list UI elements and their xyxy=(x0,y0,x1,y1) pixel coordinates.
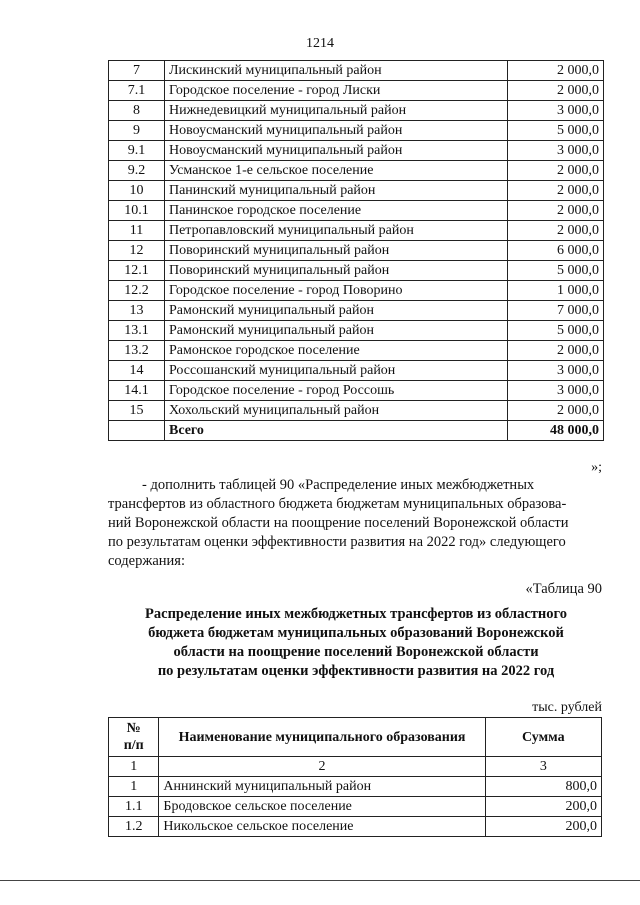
heading-line: бюджета бюджетам муниципальных образований Воронежской xyxy=(148,625,564,641)
paragraph-line: ний Воронежской области на поощрение поселений Воронежской области xyxy=(108,515,569,531)
table-row xyxy=(109,261,604,281)
amount: 5 000,0 xyxy=(508,261,604,281)
table-label: «Таблица 90 xyxy=(525,581,602,597)
table-row xyxy=(109,301,604,321)
table-row xyxy=(109,361,604,381)
amount: 2 000,0 xyxy=(508,181,604,201)
total-amount: 48 000,0 xyxy=(508,421,604,441)
amount: 2 000,0 xyxy=(508,161,604,181)
municipality-name: Петропавловский муниципальный район xyxy=(164,221,507,241)
amount: 2 000,0 xyxy=(508,341,604,361)
distribution-table-90 xyxy=(108,717,602,837)
row-number: 9.2 xyxy=(109,161,165,181)
bottom-divider xyxy=(0,880,640,881)
municipality-name: Поворинский муниципальный район xyxy=(164,241,507,261)
table1-body xyxy=(109,61,604,441)
column-index-row xyxy=(109,757,602,777)
row-number: 8 xyxy=(109,101,165,121)
municipality-name: Панинский муниципальный район xyxy=(164,181,507,201)
heading-line: области на поощрение поселений Воронежской области xyxy=(173,644,539,660)
municipality-name: Хохольский муниципальный район xyxy=(164,401,507,421)
table-row xyxy=(109,201,604,221)
index-cell: 3 xyxy=(485,757,601,777)
municipality-name: Городское поселение - город Лиски xyxy=(164,81,507,101)
table-row xyxy=(109,797,602,817)
municipality-name: Новоусманский муниципальный район xyxy=(164,121,507,141)
amount: 2 000,0 xyxy=(508,221,604,241)
total-label: Всего xyxy=(164,421,507,441)
municipality-name: Лискинский муниципальный район xyxy=(164,61,507,81)
table-row xyxy=(109,401,604,421)
amount: 2 000,0 xyxy=(508,201,604,221)
amount: 3 000,0 xyxy=(508,141,604,161)
row-number: 12 xyxy=(109,241,165,261)
municipality-name: Новоусманский муниципальный район xyxy=(164,141,507,161)
amount: 3 000,0 xyxy=(508,101,604,121)
table-header-row xyxy=(109,718,602,757)
row-number: 1 xyxy=(109,777,159,797)
table-row xyxy=(109,161,604,181)
amount: 800,0 xyxy=(485,777,601,797)
municipality-name: Рамонский муниципальный район xyxy=(164,301,507,321)
municipality-name: Аннинский муниципальный район xyxy=(159,777,485,797)
total-row xyxy=(109,421,604,441)
table-row xyxy=(109,81,604,101)
units-label: тыс. рублей xyxy=(532,700,602,715)
header-num xyxy=(109,718,159,757)
row-number: 12.1 xyxy=(109,261,165,281)
paragraph-line: - дополнить таблицей 90 «Распределение иных межбюджетных xyxy=(142,477,535,493)
amount: 200,0 xyxy=(485,817,601,837)
table-row xyxy=(109,181,604,201)
amount: 1 000,0 xyxy=(508,281,604,301)
table-row xyxy=(109,381,604,401)
municipality-name: Рамонское городское поселение xyxy=(164,341,507,361)
row-number: 1.1 xyxy=(109,797,159,817)
amount: 2 000,0 xyxy=(508,401,604,421)
municipality-name: Городское поселение - город Россошь xyxy=(164,381,507,401)
table-row xyxy=(109,61,604,81)
heading-line: Распределение иных межбюджетных трансфертов из областного xyxy=(145,606,567,622)
row-number: 1.2 xyxy=(109,817,159,837)
municipality-name: Бродовское сельское поселение xyxy=(159,797,485,817)
amount: 3 000,0 xyxy=(508,361,604,381)
row-number: 13.2 xyxy=(109,341,165,361)
amount: 2 000,0 xyxy=(508,61,604,81)
municipality-name: Панинское городское поселение xyxy=(164,201,507,221)
header-name: Наименование муниципального образования xyxy=(159,718,485,757)
amendment-paragraph xyxy=(108,476,604,571)
municipality-name: Городское поселение - город Поворино xyxy=(164,281,507,301)
row-number: 9.1 xyxy=(109,141,165,161)
amount: 5 000,0 xyxy=(508,321,604,341)
table-row xyxy=(109,141,604,161)
row-number: 14.1 xyxy=(109,381,165,401)
municipality-name: Поворинский муниципальный район xyxy=(164,261,507,281)
amount: 7 000,0 xyxy=(508,301,604,321)
table-row xyxy=(109,321,604,341)
row-number: 13 xyxy=(109,301,165,321)
municipality-name: Усманское 1-е сельское поселение xyxy=(164,161,507,181)
table-row xyxy=(109,241,604,261)
index-cell: 2 xyxy=(159,757,485,777)
amount: 2 000,0 xyxy=(508,81,604,101)
paragraph-line: содержания: xyxy=(108,553,186,569)
municipality-name: Никольское сельское поселение xyxy=(159,817,485,837)
table-heading xyxy=(108,605,604,681)
row-number: 10.1 xyxy=(109,201,165,221)
row-number: 12.2 xyxy=(109,281,165,301)
table-row xyxy=(109,221,604,241)
row-number: 14 xyxy=(109,361,165,381)
row-number: 9 xyxy=(109,121,165,141)
table-row xyxy=(109,281,604,301)
table2-body xyxy=(109,718,602,837)
header-num-line1: № xyxy=(126,721,141,736)
index-cell: 1 xyxy=(109,757,159,777)
header-num-line2: п/п xyxy=(123,738,144,753)
total-number xyxy=(109,421,165,441)
table-row xyxy=(109,341,604,361)
amount: 200,0 xyxy=(485,797,601,817)
row-number: 15 xyxy=(109,401,165,421)
table-row xyxy=(109,817,602,837)
amount: 6 000,0 xyxy=(508,241,604,261)
amount: 3 000,0 xyxy=(508,381,604,401)
table-row xyxy=(109,121,604,141)
row-number: 10 xyxy=(109,181,165,201)
table-row xyxy=(109,777,602,797)
row-number: 7 xyxy=(109,61,165,81)
row-number: 11 xyxy=(109,221,165,241)
paragraph-line: по результатам оценки эффективности развития на 2022 год» следующего xyxy=(108,534,566,550)
table-row xyxy=(109,101,604,121)
header-sum: Сумма xyxy=(485,718,601,757)
municipality-name: Рамонский муниципальный район xyxy=(164,321,507,341)
municipality-name: Нижнедевицкий муниципальный район xyxy=(164,101,507,121)
page-number: 1214 xyxy=(306,36,334,51)
row-number: 7.1 xyxy=(109,81,165,101)
amount: 5 000,0 xyxy=(508,121,604,141)
distribution-table-continued xyxy=(108,60,604,441)
row-number: 13.1 xyxy=(109,321,165,341)
heading-line: по результатам оценки эффективности развития на 2022 год xyxy=(157,663,555,679)
municipality-name: Россошанский муниципальный район xyxy=(164,361,507,381)
paragraph-line: трансфертов из областного бюджета бюджетам муниципальных образова- xyxy=(108,496,567,512)
closing-quote: »; xyxy=(591,460,602,475)
